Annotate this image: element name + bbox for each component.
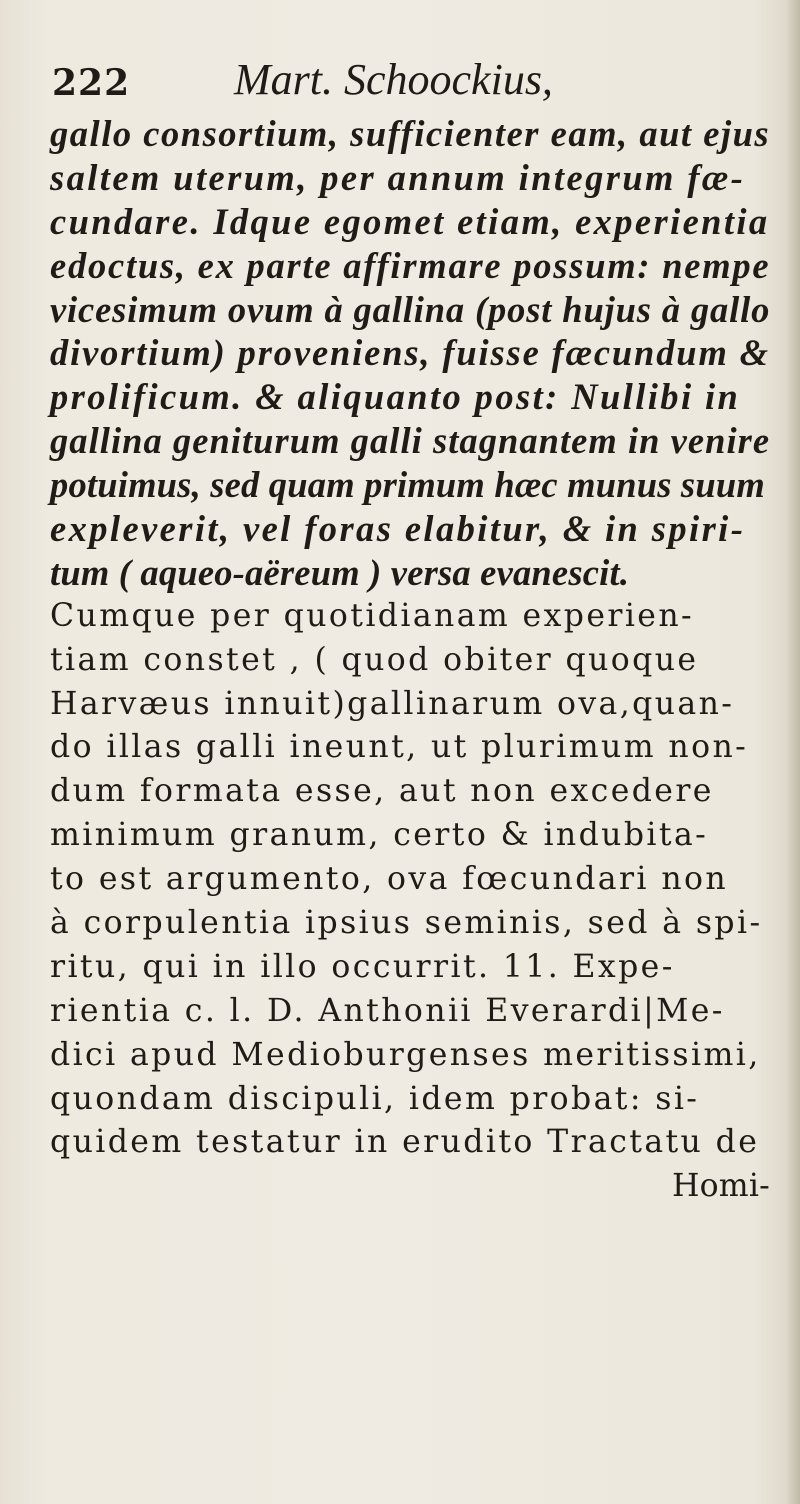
text-line: ritu, qui in illo occurrit. 11. Expe- bbox=[50, 948, 675, 985]
text-line: vicesimum ovum à gallina (post hujus à gallo bbox=[50, 288, 771, 330]
text-line: saltem uterum, per annum integrum fæ- bbox=[50, 156, 746, 198]
text-line: edoctus, ex parte affirmare possum: nempe bbox=[50, 244, 771, 286]
page-number: 222 bbox=[52, 62, 131, 104]
text-line: à corpulentia ipsius seminis, sed à spi- bbox=[50, 905, 763, 942]
text-line: do illas galli ineunt, ut plurimum non- bbox=[50, 729, 749, 766]
text-line: minimum granum, certo & indubita- bbox=[50, 817, 709, 854]
text-line: dum formata esse, aut non excedere bbox=[50, 773, 714, 810]
text-line: rientia c. l. D. Anthonii Everardi|Me- bbox=[50, 992, 725, 1029]
text-line: quidem testatur in erudito Tractatu de bbox=[50, 1124, 760, 1161]
page-header bbox=[52, 48, 752, 110]
text-line: tiam constet , ( quod obiter quoque bbox=[50, 641, 699, 678]
text-line: quondam discipuli, idem probat: si- bbox=[50, 1080, 700, 1117]
text-line: gallo consortium, sufficienter eam, aut ejus bbox=[50, 113, 771, 154]
text-line: dici apud Medioburgenses meritissimi, bbox=[50, 1036, 761, 1073]
running-head: Mart. Schoockius, bbox=[234, 55, 553, 104]
text-line: divortium) proveniens, fuisse fæcundum & bbox=[50, 332, 770, 374]
text-line: prolificum. & aliquanto post: Nullibi in bbox=[50, 376, 741, 418]
catchword: Homi- bbox=[671, 1168, 770, 1205]
text-line: tum ( aqueo-aëreum ) versa evanescit. bbox=[50, 551, 630, 593]
text-line: Harvæus innuit)gallinarum ova,quan- bbox=[50, 685, 735, 722]
text-line: expleverit, vel foras elabitur, & in spiri- bbox=[50, 508, 746, 550]
text-line: cundare. Idque egomet etiam, experientia bbox=[50, 200, 770, 242]
text-line: gallina geniturum galli stagnantem in venire bbox=[50, 420, 771, 462]
text-line: potuimus, sed quam primum hæc munus suum bbox=[50, 464, 765, 506]
text-line: Cumque per quotidianam experien- bbox=[50, 597, 695, 634]
page-edge-shadow bbox=[786, 0, 800, 1504]
body-text bbox=[50, 112, 770, 1209]
text-line: to est argumento, ova fœcundari non bbox=[50, 861, 729, 898]
